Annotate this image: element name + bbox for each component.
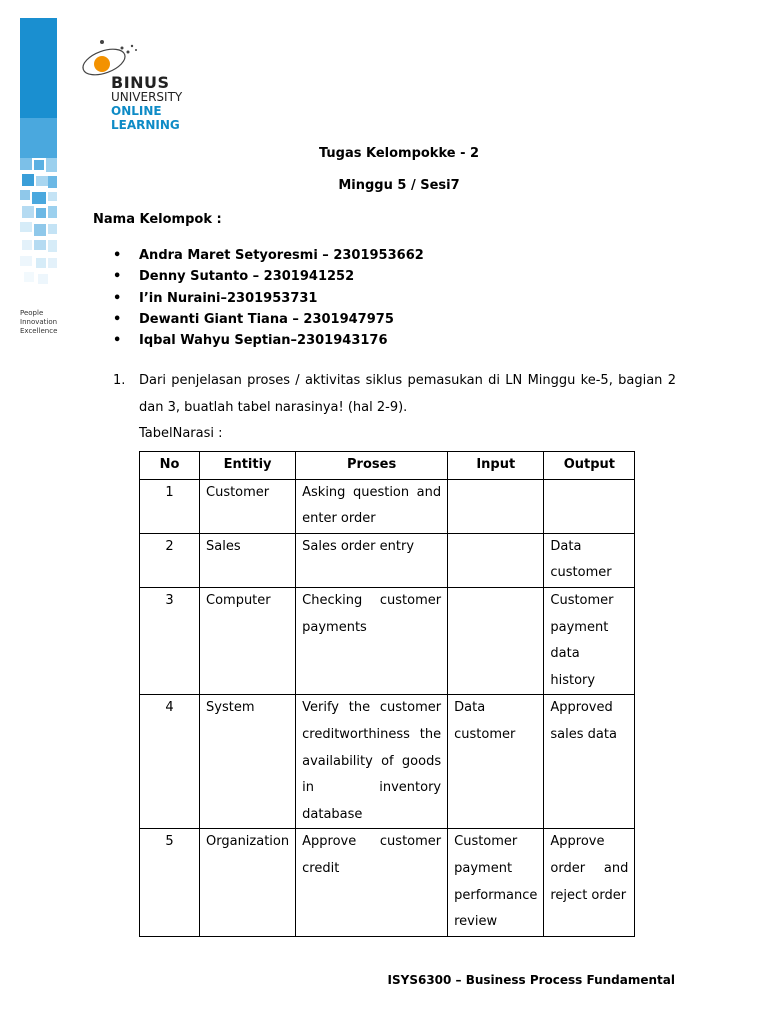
member-item [113,245,424,266]
cell-proses: Verify the customer creditworthiness the availability of goods in inventory database [296,695,448,829]
cell-no: 3 [140,587,200,694]
table-row [140,479,635,533]
cell-proses: Checking customer payments [296,587,448,694]
cell-input: Data customer [448,695,544,829]
member-name: I’in Nuraini–2301953731 [139,290,318,306]
cell-entity: System [200,695,296,829]
bullet-icon: • [113,290,122,306]
table-row [140,587,635,694]
logo-learning: LEARNING [111,118,180,132]
logo-binus: BINUS [111,73,170,92]
member-item [113,309,424,330]
cell-output [544,479,635,533]
question-number: 1. [113,373,126,388]
cell-entity: Customer [200,479,296,533]
cell-no: 2 [140,533,200,587]
member-name: Dewanti Giant Tiana – 2301947975 [139,311,394,327]
table-label: TabelNarasi : [139,426,223,441]
tagline-people: People [20,309,44,317]
question-1 [113,368,676,421]
logo-university: UNIVERSITY [111,90,183,104]
table-row [140,695,635,829]
binus-logo-text [111,73,183,132]
cell-proses: Asking question and enter order [296,479,448,533]
cell-proses: Sales order entry [296,533,448,587]
member-item [113,288,424,309]
bullet-icon: • [113,248,122,263]
cell-proses: Approve customer credit [296,829,448,936]
header-proses: Proses [296,452,448,480]
table-row [140,829,635,936]
member-list [113,245,424,351]
cell-output: Approved sales data [544,695,635,829]
narrative-table [139,451,635,937]
header-no: No [140,452,200,480]
table-row [140,533,635,587]
header-input: Input [448,452,544,480]
cell-output: Data customer [544,533,635,587]
cell-no: 1 [140,479,200,533]
member-item [113,330,424,351]
bullet-icon: • [113,333,122,349]
group-label: Nama Kelompok : [93,212,222,227]
cell-input [448,479,544,533]
member-name: Iqbal Wahyu Septian–2301943176 [139,333,388,349]
cell-entity: Computer [200,587,296,694]
binus-logo [76,38,196,138]
bullet-icon: • [113,311,122,327]
document-subtitle: Minggu 5 / Sesi7 [338,178,460,193]
cell-no: 4 [140,695,200,829]
header-entity: Entitiy [200,452,296,480]
cell-input [448,533,544,587]
header-output: Output [544,452,635,480]
page-footer: ISYS6300 – Business Process Fundamental [387,973,675,987]
cell-entity: Organization [200,829,296,936]
tagline-innovation: Innovation [20,318,58,326]
member-name: Denny Sutanto – 2301941252 [139,269,355,285]
question-text: Dari penjelasan proses / aktivitas siklus pemasukan di LN Minggu ke-5, bagian 2 dan 3, buatlah tabel narasinya! (hal 2-9). [139,373,676,415]
cell-entity: Sales [200,533,296,587]
bullet-icon: • [113,269,122,285]
tagline-excellence: Excellence [20,327,58,335]
member-item [113,266,424,287]
cell-output: Approve order and reject order [544,829,635,936]
logo-online: ONLINE [111,104,162,118]
document-title: Tugas Kelompokke - 2 [318,146,480,161]
member-name: Andra Maret Setyoresmi – 2301953662 [139,248,424,263]
cell-no: 5 [140,829,200,936]
cell-output: Customer payment data history [544,587,635,694]
table-header-row [140,452,635,480]
cell-input: Customer payment performance review [448,829,544,936]
cell-input [448,587,544,694]
brand-tagline [20,309,80,336]
